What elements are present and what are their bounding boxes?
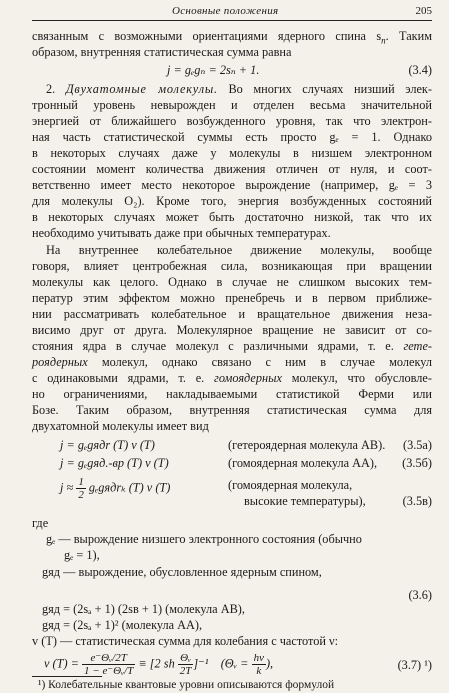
denominator: k xyxy=(256,665,262,677)
footnote-text: Колебательные квантовые уровни описываются формулой xyxy=(45,679,335,691)
text-line: двухатомной молекулы имеет вид xyxy=(32,419,209,433)
equation-number: (3.5a) xyxy=(402,438,432,452)
text-line xyxy=(32,29,432,44)
text-line: в некоторых случаях даже у молекулы в низшем электронном xyxy=(32,146,432,160)
text-line xyxy=(32,339,432,354)
denominator: 2 xyxy=(78,489,84,501)
fraction xyxy=(252,652,266,677)
text-line: в некоторых случаях может быть достаточно низкой, так что их xyxy=(32,210,432,224)
text-line: Бозе. Таким образом, внутренняя статистическая сумма для xyxy=(32,403,432,417)
definition-line: gₑ = 1), xyxy=(64,548,100,562)
text-line: нии рассматривать колебательное и вращательное движения неза- xyxy=(32,307,432,321)
subscript: n xyxy=(381,35,386,46)
text-line: молекулы как целого. Однако в случае не слишком высоких тем- xyxy=(32,275,432,289)
text-line: состоянии момент количества движения отличен от нуля, и соот- xyxy=(32,162,432,176)
text-run: v (T) = xyxy=(44,656,83,671)
page-number: 205 xyxy=(415,5,432,17)
text-run: . Таким xyxy=(385,29,432,43)
text-line xyxy=(32,82,432,97)
numerator: hν xyxy=(253,652,264,664)
running-title: Основные положения xyxy=(172,5,279,17)
equation-3-5a: j = gₑgядr (T) v (T) xyxy=(60,438,155,452)
denominator: 2T xyxy=(179,665,192,677)
text-line: На внутреннее колебательное движение молекулы, вообще xyxy=(46,243,432,257)
text-run: 2. xyxy=(46,82,66,96)
text-run: гомоядерных xyxy=(214,371,282,385)
text-line: ператур этим эффектом можно пренебречь и в первом приближе- xyxy=(32,291,432,305)
text-run: молекул, однако связано с ним в случае молекул xyxy=(87,355,432,369)
text-run: ≡ [2 sh xyxy=(135,656,178,671)
fraction xyxy=(82,652,135,677)
numerator: 1 xyxy=(78,476,84,488)
text-run: роядерных xyxy=(32,355,88,369)
text-line: но ограничениями, накладываемыми статистикой Ферми или xyxy=(32,387,432,401)
equation-note: (гетероядерная молекула AB). xyxy=(228,438,386,452)
definition-line: gяд = (2sₐ + 1)² (молекула AA), xyxy=(42,618,203,632)
text-line: тронный уровень невырожден и отделен весьма значительной xyxy=(32,98,432,112)
text-line xyxy=(32,371,432,386)
text-run: с одинаковыми ядрами, т. е. xyxy=(32,371,215,385)
text-run: ]⁻¹ xyxy=(193,656,209,671)
text-run: гете- xyxy=(403,339,432,353)
equation-number: (3.5в) xyxy=(402,494,432,508)
definition-line: v (T) — статистическая сумма для колебания с частотой ν: xyxy=(32,634,339,648)
numerator: Θᵥ xyxy=(178,652,194,665)
equation-note: (гомоядерная молекула AA), xyxy=(228,456,378,470)
definition-line: gₑ — вырождение низшего электронного состояния (обычно xyxy=(46,532,362,546)
text-run: стояния ядра в случае молекул с различными ядрами, т. е. xyxy=(32,339,404,353)
definition-line: gяд = (2sₐ + 1) (2sв + 1) (молекула AB), xyxy=(42,602,245,616)
denominator: 1 − e⁻Θᵥ/T xyxy=(84,665,134,677)
text-run: j ≈ xyxy=(60,480,77,495)
equation-3-7 xyxy=(44,652,273,677)
text-run: Во многих случаях низший элек- xyxy=(217,82,432,96)
definition-line: gяд — вырождение, обусловленное ядерным спином, xyxy=(42,565,322,579)
text-run: молекул, что обусловле- xyxy=(281,371,432,385)
text-line: образом, внутренняя статистическая сумма равна xyxy=(32,45,292,59)
running-header xyxy=(32,4,432,21)
equation-number: (3.7) ¹) xyxy=(397,658,432,672)
text-run: связанным с возможными ориентациями ядерного спина s xyxy=(32,29,382,43)
text-line: для молекулы O₂). Кроме того, энергия возбужденных состояний xyxy=(32,194,432,208)
text-run: gₑgядrₖ (T) v (T) xyxy=(85,480,171,495)
equation-number: (3.5б) xyxy=(402,456,432,470)
text-line: энергией от ближайшего возбужденного уровня, так что электрон- xyxy=(32,114,432,128)
footnote xyxy=(38,678,438,693)
footnote-rule xyxy=(32,676,102,677)
footnote-mark: ¹) xyxy=(38,679,46,691)
equation-number: (3.4) xyxy=(408,63,432,77)
text-run: ), xyxy=(265,656,274,671)
equation-3-5b: j = gₑgяд.-вр (T) v (T) xyxy=(60,456,169,470)
text-line: ветственно имеет место некоторое вырождение (например, gₑ = 3 xyxy=(32,178,432,192)
equation-note: (гомоядерная молекула, xyxy=(228,478,353,492)
text-line: говоря, влияет центробежная сила, возникающая при вращении xyxy=(32,259,432,273)
equation-number: (3.6) xyxy=(408,588,432,602)
page xyxy=(32,0,432,692)
text-line: необходимо учитывать даже при обычных температурах. xyxy=(32,226,331,240)
equation-3-5c xyxy=(60,476,170,501)
section-heading: Двухатомные молекулы. xyxy=(65,82,218,96)
text-line: ная часть статистической суммы есть просто gₑ = 1. Однако xyxy=(32,130,432,144)
fraction xyxy=(76,476,86,501)
numerator: e⁻Θᵥ/2T xyxy=(82,652,135,665)
text-line: где xyxy=(32,516,49,530)
equation-note: высокие температуры), xyxy=(244,494,366,508)
equation-3-4: j = gₑgₙ = 2sₙ + 1. xyxy=(167,63,260,77)
text-line xyxy=(32,355,432,370)
text-line: висимо друг от друга. Молекулярное вращение не зависит от со- xyxy=(32,323,432,337)
fraction xyxy=(178,652,194,677)
text-run: (Θᵥ = xyxy=(220,656,252,671)
